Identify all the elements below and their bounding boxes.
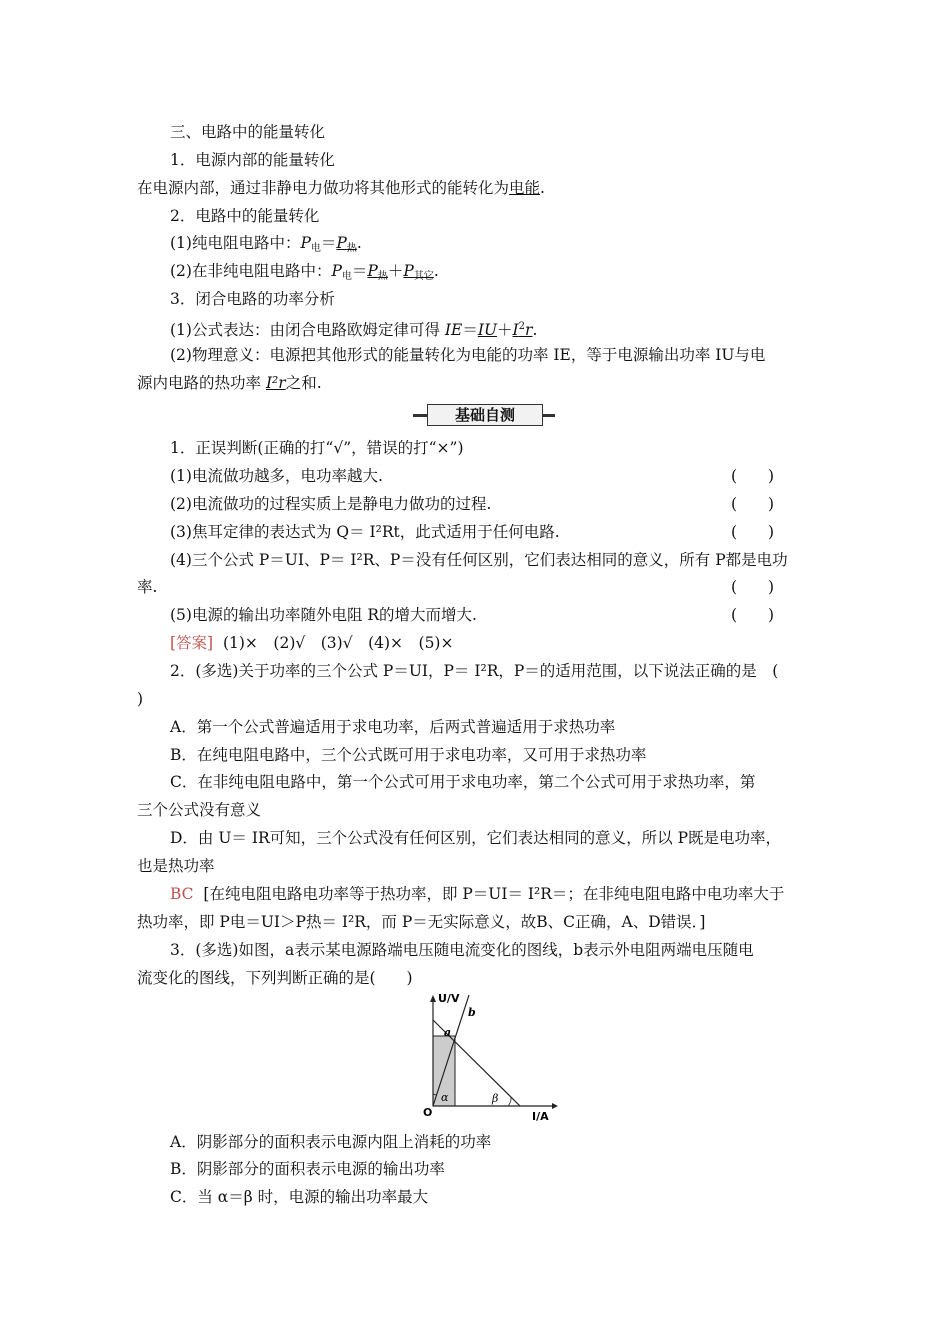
q1-item-1: (1)电流做功越多，电功率越大. [170,467,383,485]
q2-stem: 2．(多选)关于功率的三个公式 P＝UI，P＝ I²R，P＝的适用范围，以下说法正确的是 ( [170,662,779,680]
line-a-label: a [444,1026,452,1039]
var: P [367,262,378,280]
banner-right-bar [543,414,555,417]
q2-stem-end: ) [137,690,144,708]
text: . [356,234,362,252]
x-axis-arrow [552,1103,558,1109]
text: (1)纯电阻电路中： [170,234,301,252]
q3-stem-cont: 流变化的图线，下列判断正确的是( ) [137,969,413,987]
text: ＝ [462,321,478,339]
y-axis-label: U/V [438,992,460,1005]
text: (2)在非纯电阻电路中： [170,262,332,280]
text: 在电源内部，通过非静电力做功将其他形式的能转化为 [137,179,510,197]
origin-label: O [423,1106,433,1119]
answer-text: (1)× (2)√ (3)√ (4)× (5)× [222,634,454,652]
q2-option-a: A．第一个公式普遍适用于求电功率，后两式普遍适用于求热功率 [170,718,616,736]
underlined-answer: I²r [265,374,286,392]
q1-item-4-cont: 率. [137,578,158,596]
text: (1)公式表达：由闭合电路欧姆定律可得 [170,321,445,339]
text: 源内电路的热功率 [137,374,266,392]
subscript: 电 [310,243,321,254]
paragraph-physical-meaning-cont [137,373,322,393]
q2-option-d: D．由 U＝ IR可知，三个公式没有任何区别，它们表达相同的意义，所以 P既是电功率， [170,829,781,847]
banner-title: 基础自测 [454,406,515,424]
answer-blank: ( ) [731,495,775,513]
subscript: 热 [346,243,357,254]
formula-line-3 [170,317,537,340]
line-b-label: b [468,1006,476,1019]
q3-option-a: A．阴影部分的面积表示电源内阻上消耗的功率 [170,1133,492,1151]
underlined-answer: IU [477,321,498,339]
x-axis-label: I/A [532,1110,549,1122]
subscript: 其它 [413,271,434,282]
answer-blank: ( ) [731,523,775,541]
q2-explanation [170,884,784,904]
u-i-graph-figure [418,990,558,1122]
superscript: 2 [518,321,526,332]
paragraph-1 [137,178,545,198]
text: ＝ [351,262,368,280]
q1-answer [170,633,453,653]
text: ＝ [320,234,337,252]
formula-line-2 [170,261,439,287]
subscript: 热 [377,271,388,282]
u-i-graph [418,990,558,1122]
q3-stem: 3．(多选)如图，a表示某电源路端电压随电流变化的图线，b表示外电阻两端电压随电 [170,941,754,959]
q2-option-c-cont: 三个公式没有意义 [137,801,262,819]
q1-item-5: (5)电源的输出功率随外电阻 R的增大而增大. [170,606,477,624]
q2-option-c: C．在非纯电阻电路中，第一个公式可用于求电功率，第二个公式可用于求热功率，第 [170,773,756,791]
text: ＋ [387,262,404,280]
answer-blank: ( ) [731,606,775,624]
text: . [540,179,545,197]
q1-item-4: (4)三个公式 P＝UI、P＝ I²R、P＝没有任何区别，它们表达相同的意义，所有 P都是电功 [170,551,788,569]
var: P [300,234,311,252]
answer-blank: ( ) [731,467,775,485]
explanation-text: [在纯电阻电路电功率等于热功率，即 P＝UI＝ I²R＝；在非纯电阻电路中电功率大于 [203,885,785,903]
subheading-3: 3．闭合电路的功率分析 [170,290,335,308]
q1-item-2: (2)电流做功的过程实质上是静电力做功的过程. [170,495,492,513]
answer-blank: ( ) [731,578,775,596]
text: ＋ [497,321,513,339]
var: P [331,262,342,280]
var: P [336,234,347,252]
beta-arc [508,1097,511,1106]
banner-left-bar [413,414,427,417]
q1-item-3: (3)焦耳定律的表达式为 Q＝ I²Rt，此式适用于任何电路. [170,523,560,541]
var: I [512,321,519,339]
answer-key: BC [170,885,194,903]
subheading-2: 2．电路中的能量转化 [170,207,320,225]
text: 之和. [285,374,322,392]
beta-label: β [492,1092,499,1105]
underlined-answer: 电能 [509,179,541,197]
text: . [433,262,439,280]
paragraph-physical-meaning: (2)物理意义：电源把其他形式的能量转化为电能的功率 IE，等于电源输出功率 IU与电 [170,346,766,364]
q2-option-d-cont: 也是热功率 [137,857,215,875]
text: . [532,321,538,339]
alpha-label: α [441,1091,449,1104]
var: P [403,262,414,280]
q3-option-c: C．当 α＝β 时，电源的输出功率最大 [170,1188,429,1206]
subheading-1: 1．电源内部的能量转化 [170,151,335,169]
var: IE [444,321,463,339]
y-axis-arrow [430,995,436,1002]
section-banner [413,404,555,426]
q2-explanation-cont: 热功率，即 P电＝UI＞P热＝ I²R，而 P＝无实际意义，故B、C正确，A、D错误．] [137,913,706,931]
q3-option-b: B．阴影部分的面积表示电源的输出功率 [170,1160,445,1178]
formula-line-1 [170,233,362,259]
subscript: 电 [341,271,352,282]
section-heading: 三、电路中的能量转化 [170,123,326,141]
q1-stem: 1．正误判断(正确的打“√”，错误的打“×”) [170,439,464,457]
var: r [525,321,533,339]
q2-option-b: B．在纯电阻电路中，三个公式既可用于求电功率，又可用于求热功率 [170,746,647,764]
answer-label: [答案] [170,634,214,652]
